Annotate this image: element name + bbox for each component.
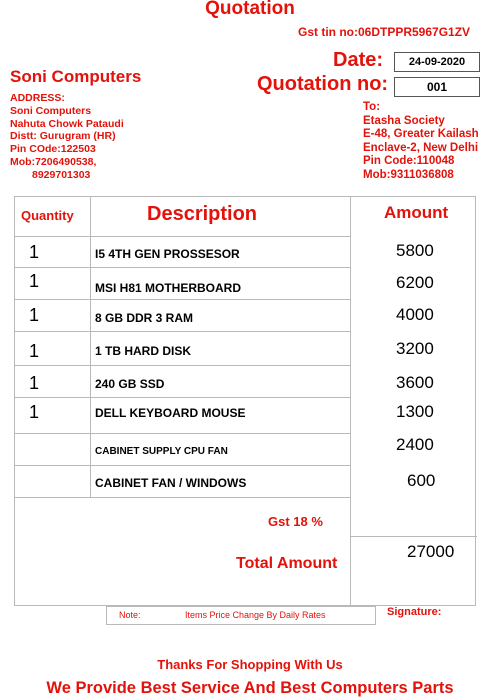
row-description: 240 GB SSD [95, 377, 165, 391]
thanks-message: Thanks For Shopping With Us [157, 657, 343, 672]
row-quantity: 1 [29, 305, 40, 325]
row-amount: 6200 [396, 273, 434, 292]
quotation-number-label: Quotation no: [257, 73, 389, 95]
row-description: I5 4TH GEN PROSSESOR [95, 247, 240, 261]
row-quantity: 1 [29, 242, 40, 262]
row-divider [15, 365, 350, 366]
date-label: Date: [333, 49, 384, 71]
seller-name: Soni Computers [10, 67, 142, 86]
items-table [14, 196, 476, 606]
total-value: 27000 [407, 542, 455, 561]
row-quantity: 1 [29, 271, 40, 291]
tagline: We Provide Best Service And Best Computers Parts [46, 679, 454, 697]
note-box [106, 606, 376, 625]
row-amount: 2400 [396, 435, 434, 454]
row-description: CABINET SUPPLY CPU FAN [95, 446, 228, 457]
seller-address-line: Mob:7206490538, [10, 155, 97, 168]
seller-address-line: Pin COde:122503 [10, 143, 96, 156]
column-divider [350, 197, 351, 607]
header-quantity: Quantity [21, 208, 74, 223]
date-value: 24-09-2020 [394, 52, 480, 72]
row-divider [15, 397, 350, 398]
row-divider [15, 433, 350, 434]
row-divider [15, 331, 350, 332]
row-amount: 1300 [396, 402, 434, 421]
total-label: Total Amount [236, 555, 338, 572]
row-quantity: 1 [29, 402, 40, 422]
buyer-line: Etasha Society [363, 114, 445, 127]
row-amount: 3600 [396, 373, 434, 392]
row-divider [15, 465, 350, 466]
row-divider [15, 497, 350, 498]
buyer-line: Enclave-2, New Delhi [363, 141, 479, 154]
quotation-number-value: 001 [394, 77, 480, 97]
row-amount: 3200 [396, 339, 434, 358]
buyer-line: E-48, Greater Kailash [363, 128, 479, 140]
row-divider [15, 299, 350, 300]
header-description: Description [147, 203, 258, 225]
row-description: DELL KEYBOARD MOUSE [95, 406, 246, 420]
seller-address-line: 8929701303 [32, 168, 91, 181]
seller-address-line: Soni Computers [10, 104, 92, 117]
buyer-line: Pin Code:110048 [363, 155, 455, 167]
row-description: CABINET FAN / WINDOWS [95, 476, 247, 490]
column-divider [90, 197, 91, 497]
row-quantity: 1 [29, 341, 40, 361]
document-title: Quotation [205, 0, 295, 19]
row-amount: 4000 [396, 305, 434, 324]
note-text: Items Price Change By Daily Rates [185, 610, 326, 620]
row-divider [15, 236, 350, 237]
buyer-line: To: [363, 101, 381, 113]
row-divider [350, 536, 477, 537]
note-label: Note: [119, 610, 141, 620]
buyer-address [363, 101, 479, 182]
header-amount: Amount [384, 203, 449, 222]
seller-address-line: ADDRESS: [10, 92, 65, 104]
row-amount: 600 [407, 471, 436, 490]
seller-address-line: Nahuta Chowk Pataudi [10, 117, 124, 130]
row-description: 8 GB DDR 3 RAM [95, 311, 194, 325]
seller-address [10, 92, 124, 182]
row-description: MSI H81 MOTHERBOARD [95, 281, 242, 295]
row-description: 1 TB HARD DISK [95, 344, 192, 358]
buyer-line: Mob:9311036808 [363, 168, 454, 181]
signature-label: Signature: [387, 606, 442, 618]
gst-label: Gst 18 % [268, 514, 323, 529]
row-divider [15, 267, 350, 268]
row-amount: 5800 [396, 241, 434, 260]
row-quantity: 1 [29, 373, 40, 393]
gst-tin: Gst tin no:06DTPPR5967G1ZV [298, 25, 471, 39]
seller-address-line: Distt: Gurugram (HR) [10, 130, 116, 143]
